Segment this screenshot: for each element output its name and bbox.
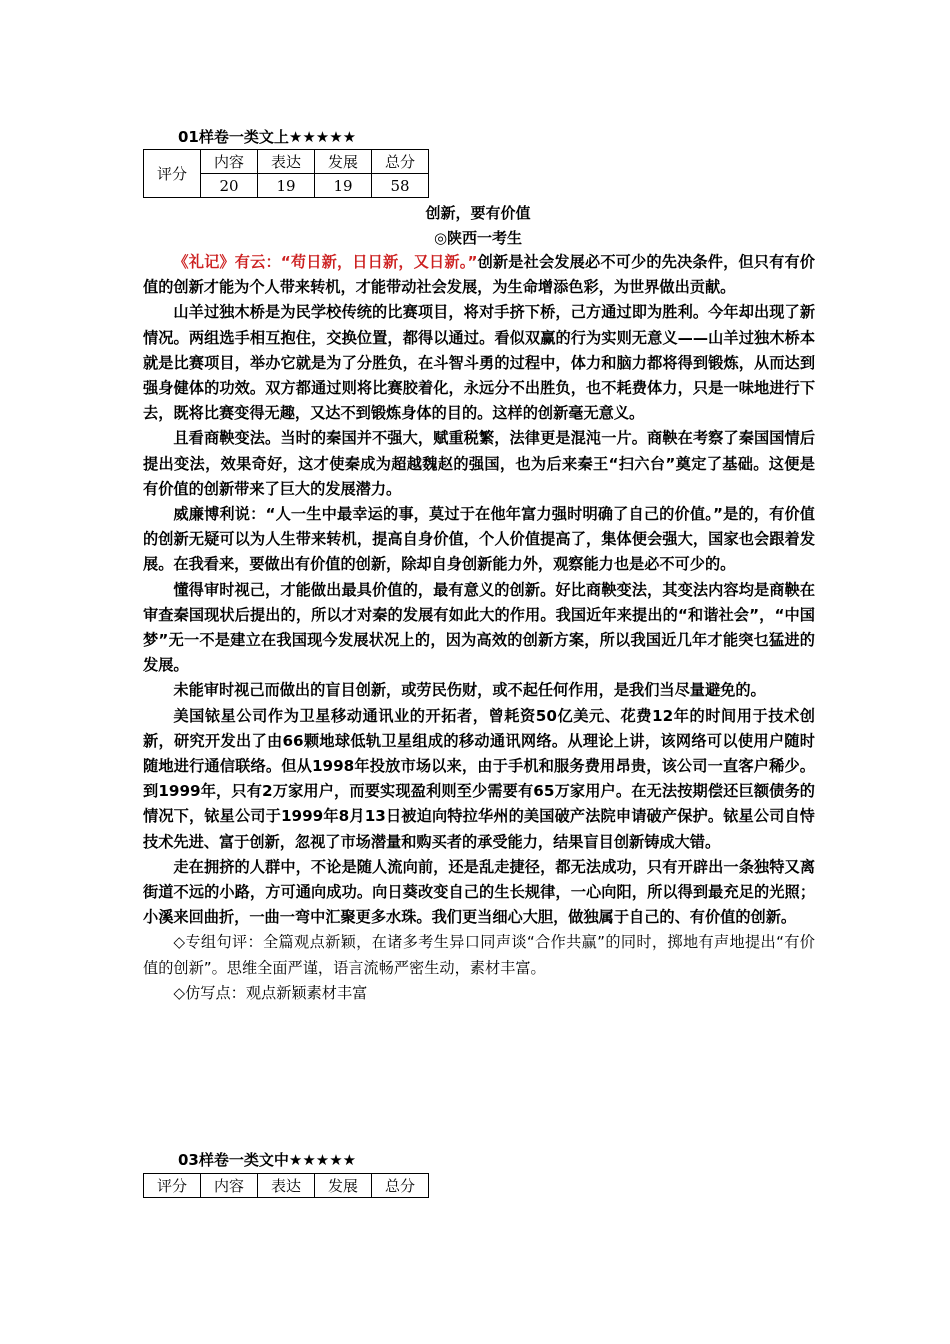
essay-body: [143, 250, 815, 1006]
essay-paragraph: 懂得审时视己，才能做出最具价值的，最有意义的创新。好比商鞅变法，其变法内容均是商鞅在审查秦国现状后提出的，所以才对秦的发展有如此大的作用。我国近年来提出的“和谐社会”，“中国梦”无一不是建立在我国现今发展状况上的，因为高效的创新方案，所以我国近几年才能突乜猛进的发展。: [143, 580, 815, 675]
imitation-point: ◇仿写点：观点新颖素材丰富: [173, 983, 368, 1002]
score-header-content: 内容: [201, 1174, 258, 1198]
score-header-expression: 表达: [258, 1174, 315, 1198]
sample3-score-table: [143, 1173, 429, 1198]
score-header-expression: 表达: [258, 150, 315, 174]
score-value-total: 58: [372, 174, 429, 198]
essay-paragraph: 未能审时视己而做出的盲目创新，或劳民伤财，或不起任何作用，是我们当尽量避免的。: [173, 681, 766, 700]
essay-paragraph: 且看商鞅变法。当时的秦国并不强大，赋重税繁，法律更是混沌一片。商鞅在考察了秦国国情后提出变法，效果奇好，这才使秦成为超越魏赵的强国，也为后来秦王“扫六台”奠定了基础。这便是有价值的创新带来了巨大的发展潜力。: [143, 429, 815, 498]
score-header-content: 内容: [201, 150, 258, 174]
score-value-content: 20: [201, 174, 258, 198]
score-value-expression: 19: [258, 174, 315, 198]
score-label: 评分: [144, 150, 201, 198]
score-value-development: 19: [315, 174, 372, 198]
sample1-heading: 01样卷一类文上★★★★★: [178, 128, 357, 146]
essay-title: 创新，要有价值: [425, 204, 531, 222]
essay-paragraph: 山羊过独木桥是为民学校传统的比赛项目，将对手挤下桥，己方通过即为胜利。今年却出现了新情况。两组选手相互抱住，交换位置，都得以通过。看似双赢的行为实则无意义——山羊过独木桥本就是比赛项目，举办它就是为了分胜负，在斗智斗勇的过程中，体力和脑力都将得到锻炼，从而达到强身健体的功效。双方都通过则将比赛胶着化，永远分不出胜负，也不耗费体力，只是一味地进行下去，既将比赛变得无趣，又达不到锻炼身体的目的。这样的创新毫无意义。: [143, 303, 815, 423]
score-header-development: 发展: [315, 150, 372, 174]
essay-paragraph: 威廉博利说：“人一生中最幸运的事，莫过于在他年富力强时明确了自己的价值。”是的，有价值的创新无疑可以为人生带来转机，提高自身价值，个人价值提高了，集体便会强大，国家也会跟着发展。在我看来，要做出有价值的创新，除却自身创新能力外，观察能力也是必不可少的。: [143, 505, 815, 574]
expert-comment: ◇专组句评：全篇观点新颖，在诸多考生异口同声谈“合作共赢”的同时，掷地有声地提出“有价值的创新”。思维全面严谨，语言流畅严密生动，素材丰富。: [143, 933, 815, 977]
opening-quote: 《礼记》有云：“苟日新，日日新，又日新。”: [173, 253, 478, 271]
score-label: 评分: [144, 1174, 201, 1198]
score-header-total: 总分: [372, 1174, 429, 1198]
essay-author: ◎陕西一考生: [433, 229, 523, 247]
score-header-total: 总分: [372, 150, 429, 174]
essay-paragraph: 《礼记》有云：“苟日新，日日新，又日新。”创新是社会发展必不可少的先决条件，但只有有价值的创新才能为个人带来转机，才能带动社会发展，为生命增添色彩，为世界做出贡献。: [143, 253, 815, 297]
score-header-development: 发展: [315, 1174, 372, 1198]
essay-paragraph: 走在拥挤的人群中，不论是随人流向前，还是乱走捷径，都无法成功，只有开辟出一条独特又离街道不远的小路，方可通向成功。向日葵改变自己的生长规律，一心向阳，所以得到最充足的光照；小溪来回曲折，一曲一弯中汇聚更多水珠。我们更当细心大胆，做独属于自己的、有价值的创新。: [143, 857, 815, 927]
sample1-score-table: [143, 149, 429, 198]
essay-paragraph: 美国铱星公司作为卫星移动通讯业的开拓者，曾耗资50亿美元、花费12年的时间用于技术创新，研究开发出了由66颗地球低轨卫星组成的移动通讯网络。从理论上讲，该网络可以使用户随时随地进行通信联络。但从1998年投放市场以来，由于手机和服务费用昂贵，该公司一直客户稀少。到1999年，只有2万家用户，而要实现盈利则至少需要有65万家用户。在无法按期偿还巨额债务的情况下，铱星公司于1999年8月13日被迫向特拉华州的美国破产法院申请破产保护。铱星公司自恃技术先进、富于创新，忽视了市场潜量和购买者的承受能力，结果盲目创新铸成大错。: [143, 706, 815, 851]
essay-title-block: [143, 201, 813, 251]
sample3-heading: 03样卷一类文中★★★★★: [178, 1151, 357, 1169]
